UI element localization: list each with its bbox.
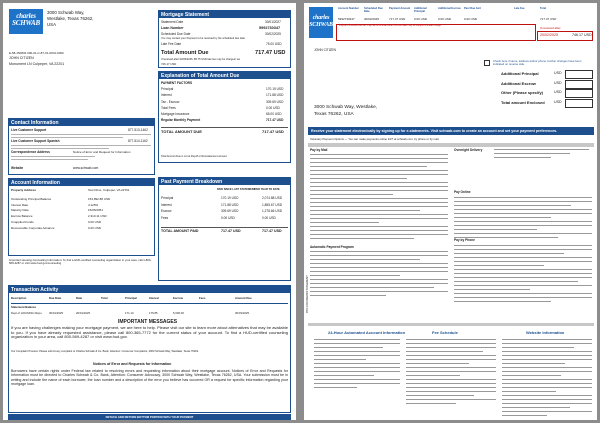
transaction-cell: Dept of HOUSING Dispo	[11, 311, 42, 315]
explanation-row-label: Total Fees	[161, 105, 176, 110]
explanation-row-label: Principal	[161, 87, 174, 92]
transaction-cell: Statement Balance	[11, 305, 37, 309]
coupon-column-header: Additional Principal	[414, 7, 427, 13]
statement-page-2	[304, 3, 597, 420]
past-payment-title: Past Payment Breakdown	[158, 177, 291, 185]
overnight-text	[494, 149, 589, 161]
account-row-value: 4.125%	[88, 203, 99, 207]
customer-address: Monument LN Culpeper, VA 22201	[9, 62, 65, 66]
detach-banner: DETACH AND RETURN BOTTOM PORTION WITH YOUR PAYMENT	[8, 414, 291, 420]
past-total-rule	[161, 227, 288, 228]
coupon-column-header: Additional Escrow	[438, 7, 461, 10]
account-row-value: 0.00 USD	[88, 226, 102, 230]
automated-info-title: 24-Hour Automated Account Information	[328, 330, 406, 335]
payment-field-unit: USD	[554, 71, 562, 75]
past-row-v2: 0.00 USD	[262, 215, 276, 220]
account-row-label: Escrow Balance	[11, 214, 33, 218]
header-address-line-2: Westlake, Texas 76262,	[47, 16, 94, 21]
transaction-title: Transaction Activity	[8, 285, 291, 293]
transaction-cell: 30/01/2025	[49, 311, 63, 315]
loan-number-label: Loan Number	[161, 26, 184, 30]
auto-payment-text	[310, 251, 448, 299]
payment-field-input[interactable]	[565, 80, 593, 89]
website-info-text	[502, 339, 592, 419]
contact-spanish-label: Live Customer Support Spanish	[11, 139, 60, 143]
transaction-cell: 5,000.00	[173, 311, 184, 315]
change-checkbox-note: Check here if name, address and/or phone number changes have been indicated on reverse side.	[493, 59, 582, 67]
contact-support-label: Live Customer Support	[11, 128, 47, 132]
past-row-v2: 1,855.67 USD	[262, 202, 283, 207]
payment-field-unit: USD	[554, 80, 562, 85]
schwab-logo: charles SCHWAB	[9, 9, 43, 34]
payment-field-input[interactable]	[565, 89, 593, 98]
past-total-label: TOTAL AMOUNT PAID	[161, 229, 199, 233]
coupon-value: 0.00 USD	[438, 17, 452, 21]
coupon-value: 5992730347	[338, 17, 355, 21]
explanation-row-label: Regular Monthly Payment	[161, 118, 201, 123]
pay-by-mail-text	[310, 154, 448, 242]
pay-by-phone-text	[454, 245, 592, 305]
payment-field-unit: USD	[554, 90, 562, 94]
past-total-v2: 717.47 USD	[262, 229, 282, 233]
header-address-line-1: 3000 Schwab Way,	[47, 10, 85, 15]
auto-payment-heading: Automatic Payment Program	[310, 245, 354, 249]
transaction-column-header: Total	[101, 296, 108, 300]
customer-name: JOHN CITIZEN	[9, 56, 34, 60]
past-row-label: Principal	[161, 196, 174, 200]
payment-field-label: Other (Please specify)	[501, 90, 544, 95]
explanation-total-rule	[161, 127, 288, 128]
loan-number: 5992730347	[259, 26, 281, 30]
coupon-value: 0.00 USD	[414, 17, 428, 21]
pay-by-phone-heading: Pay by Phone	[454, 238, 475, 242]
transaction-column-header: Interest	[149, 296, 160, 300]
contact-support-value: 877-513-1462	[128, 128, 148, 132]
transaction-column-header: Description	[11, 296, 27, 300]
late-fee-label: Late Fee Date	[161, 42, 182, 46]
transaction-column-header: Due Date	[49, 296, 62, 300]
pay-online-text	[454, 197, 592, 241]
transaction-cell: 175.85	[149, 311, 158, 315]
change-checkbox[interactable]	[484, 60, 490, 66]
explanation-total-label: TOTAL AMOUNT DUE	[161, 129, 202, 134]
transaction-cell: 30/03/2025	[235, 311, 249, 315]
late-date: 20/02/2025	[540, 33, 558, 37]
account-row-value: 153,892.88 USD	[88, 197, 111, 201]
section-divider	[308, 143, 594, 147]
header-address-line-3: USA	[47, 22, 57, 27]
payment-field-unit: USD	[554, 99, 562, 104]
scheduled-due-date-label: Scheduled Due Date	[161, 32, 191, 36]
transaction-column-header: Date	[76, 296, 83, 300]
past-row-v1: 0.00 USD	[221, 215, 235, 220]
correspondence-label: Correspondence Address	[11, 150, 50, 154]
contact-title: Contact Information	[8, 118, 155, 126]
payment-note: You may contact your Payment to be received by the scheduled due date	[161, 37, 245, 40]
account-row-label: Maturity Date	[11, 208, 29, 212]
bottom-divider	[308, 323, 594, 326]
account-row-label: Interest Rate	[11, 203, 29, 207]
past-row-v1: 309.69 USD	[221, 209, 239, 213]
payment-field-label: Total amount Enclosed	[501, 99, 545, 105]
past-row-label: Fees	[161, 215, 169, 220]
payment-field-label: Additional Principal	[501, 71, 539, 76]
explanation-row-value: 0.00 USD	[266, 105, 280, 110]
late-after-label: If received after	[540, 26, 561, 30]
scheduled-due-date: 30/02/2025	[265, 32, 281, 36]
account-row-label: Recoverable Corporate Advance	[11, 226, 55, 230]
overnight-heading: Overnight Delivery	[454, 148, 483, 152]
fee-schedule-title: Fee Schedule	[432, 330, 458, 335]
explanation-row-value: 171.88 USD	[266, 93, 284, 98]
complaint-note: Our Complaint Process: Please submit any complaint to Charles Schwab & Co. Bank, Attention: Consumer Complaints, 3000 Schwab Way, Westlake, Texas 76262.	[11, 350, 199, 353]
explanation-row-value: 309.69 USD	[266, 99, 284, 104]
coupon-value: 30/02/2025	[364, 17, 380, 21]
past-col2-header: PAID YEAR TO DATE	[254, 188, 280, 191]
correspondence-value: Notice of Error and Request for Information	[73, 150, 131, 154]
notice-of-error-title: Notices of Error and Requests for Information	[93, 362, 172, 366]
coupon-red-note: *Payment includes escrow. Payments received after the due date may be subject to a late charge.	[338, 24, 442, 27]
pay-online-heading: Pay Online	[454, 190, 471, 194]
important-messages-title: IMPORTANT MESSAGES	[118, 319, 178, 325]
customer-name-2: JOHN CITIZEN	[314, 48, 336, 52]
explanation-row-label: Tax - Escrow	[161, 99, 180, 104]
website-info-title: Website Information	[526, 330, 565, 335]
payment-field-input[interactable]	[565, 99, 593, 108]
coupon-column-header: Late Fee	[514, 7, 525, 10]
website-value[interactable]: www.schwab.com	[73, 166, 99, 170]
correspondence-text	[11, 156, 151, 162]
website-label: Website	[11, 166, 24, 170]
remit-address-1: 3000 Schwab Way, Westlake,	[314, 105, 378, 110]
past-row-v2: 1,278.66 USD	[262, 209, 283, 213]
coupon-column-header: Payment Amount	[389, 7, 411, 10]
account-row-value: 2,310.11 USD	[88, 214, 107, 218]
statement-date-label: Statement Date	[161, 20, 184, 24]
explanation-row-label: Interest	[161, 93, 172, 98]
coupon-value: 717.47 USD	[540, 17, 557, 21]
total-amount-due: 717.47 USD	[255, 50, 286, 56]
coupon-column-header: Account Number	[338, 7, 359, 10]
explanation-row-value: 170.19 USD	[266, 87, 284, 92]
account-row-label: Unapplied Funds	[11, 220, 34, 224]
explanation-row-value: 65.00 USD	[266, 112, 282, 116]
account-row-value: Test Drive, Culpeper, VA 22701	[88, 188, 130, 192]
notice-of-error-body: Borrowers have certain rights under Federal law related to resolving errors and requesting information about their mortgage account. Notices of Error and Requests for Information must be directed to Charles Schwab & Co. Bank, Attention: Consumer Advocacy, 3000 Schwab Way, Westlake, Texas 76262, USA. Your submission must be in writing and include the name of each borrower, the loan number and a description of the error you believe has occurred OR a request for specific information regarding your mortgage loan.	[11, 369, 288, 386]
account-row-label: Property Address	[11, 188, 37, 192]
past-row-v2: 2,074.88 USD	[262, 196, 283, 200]
payment-field-input[interactable]	[565, 70, 593, 79]
explanation-total-value: 717.47 USD	[262, 129, 284, 134]
past-col1-header: PAID SINCE LAST STATEMENT	[217, 188, 256, 191]
account-title: Account Information	[8, 178, 155, 186]
transaction-header-rule	[11, 303, 288, 304]
fee-schedule-text	[406, 339, 496, 407]
payment-field-label: Additional Escrow	[501, 80, 536, 86]
past-total-v1: 717.47 USD	[221, 229, 241, 233]
late-amount-2: 746.17 USD	[572, 33, 592, 37]
voluntary-payment-line: Voluntary Payment Options — You can make payments online 24/7 at schwab.com, by phone or by mail.	[310, 137, 440, 141]
barcode-line: E-58-150834 000-01-C-87-01-0001-0000	[9, 51, 64, 55]
past-row-label: Interest	[161, 202, 172, 207]
coupon-column-header: Scheduled Due Date	[364, 7, 383, 13]
pay-by-mail-heading: Pay by Mail	[310, 148, 328, 152]
remit-address-2: Texas 76262, USA	[314, 112, 354, 117]
electronic-statement-bar[interactable]: Receive your statement electronically by signing up for e-statements. Visit schwab.com to create an account and set your payment preferences.	[308, 127, 594, 135]
mortgage-statement-title: Mortgage Statement	[158, 10, 291, 18]
explanation-title: Explanation of Total Amount Due	[158, 71, 291, 79]
statement-page-1	[3, 3, 296, 420]
transaction-box	[8, 285, 291, 413]
account-row-value: 15/05/2051	[88, 208, 104, 212]
explanation-row-label: Mortgage Insurance	[161, 112, 190, 116]
coupon-column-header: Total	[540, 7, 547, 10]
side-label: PAY-OFF/REINSTATEMENT	[305, 274, 309, 313]
past-row-v1: 171.88 USD	[221, 202, 239, 207]
automated-info-text	[314, 339, 400, 391]
explanation-row-label: PAYMENT FACTORS	[161, 81, 193, 85]
transaction-cell: 26/01/2025	[76, 311, 90, 315]
transaction-column-header: Escrow	[173, 296, 183, 300]
past-row-label: Escrow	[161, 209, 172, 213]
transaction-column-header: Amount Due	[235, 296, 252, 300]
contact-spanish-value: 877-514-1162	[128, 139, 148, 143]
explanation-row-value: 717.47 USD	[266, 118, 284, 123]
past-row-v1: 170.19 USD	[221, 196, 239, 200]
hud-notice: Important Housing Counseling Information: To find a HUD-certified counseling organization in your area, call 1-800-569-4287 or visit www.hud.gov/counseling	[9, 258, 152, 266]
coupon-column-header: Past Due Amt	[464, 7, 481, 10]
coupon-value: 717.47 USD	[389, 17, 406, 21]
account-row-value: 0.00 USD	[88, 220, 102, 224]
transaction-column-header: Fees	[199, 296, 206, 300]
total-amount-due-label: Total Amount Due	[161, 50, 209, 56]
statement-date: 30/01/2027	[265, 20, 281, 24]
transaction-column-header: Principal	[125, 296, 137, 300]
coupon-value: 0.00 USD	[464, 17, 478, 21]
late-fee: 75.00 USD	[266, 42, 282, 46]
late-note: If received after 03/03/2025, $5.75 USD late fee may be charged; we	[161, 58, 241, 61]
explanation-footnote: Total Amount Due is not at Payoff or Reinstatement amount.	[161, 155, 228, 158]
account-row-label: Outstanding Principal Balance	[11, 197, 52, 201]
late-amount: 746.17 USD	[161, 62, 177, 66]
transaction-cell: 171.13	[125, 311, 134, 315]
important-messages-body: If you are having challenges making your mortgage payment, we are here to help. Please visit our site to learn more about alternatives that may be available to you. If you have already requested assistance, please call 800-365-7772 for the current status of your account. To find a HUD-certified counseling organization in your area, call 800-569-4287 or visit www.hud.gov.	[11, 325, 288, 340]
schwab-logo-2: charles SCHWAB	[309, 7, 333, 38]
